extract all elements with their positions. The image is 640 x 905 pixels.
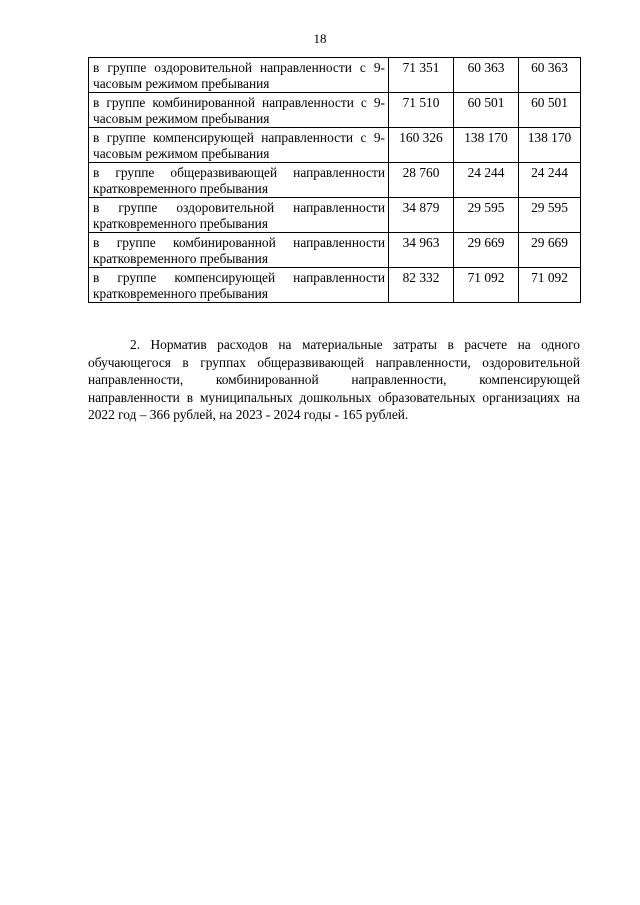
row-description: в группе компенсирующей направленности с 9-часовым режимом пребывания [89,128,389,163]
value-cell: 60 501 [519,93,581,128]
row-description: в группе оздоровительной направленности с 9-часовым режимом пребывания [89,58,389,93]
value-cell: 34 963 [389,233,454,268]
value-cell: 24 244 [519,163,581,198]
norms-table [88,57,581,303]
row-description: в группе комбинированной направленности с 9-часовым режимом пребывания [89,93,389,128]
value-cell: 24 244 [454,163,519,198]
value-cell: 29 669 [454,233,519,268]
table-row [89,128,581,163]
table-row [89,268,581,303]
value-cell: 60 363 [519,58,581,93]
value-cell: 138 170 [519,128,581,163]
value-cell: 160 326 [389,128,454,163]
value-cell: 34 879 [389,198,454,233]
value-cell: 71 351 [389,58,454,93]
value-cell: 138 170 [454,128,519,163]
value-cell: 28 760 [389,163,454,198]
page-number: 18 [313,31,327,46]
table-row [89,233,581,268]
value-cell: 60 501 [454,93,519,128]
table-row [89,163,581,198]
value-cell: 71 092 [454,268,519,303]
row-description: в группе общеразвивающей направленности кратковременного пребывания [89,163,389,198]
row-description: в группе компенсирующей направленности кратковременного пребывания [89,268,389,303]
value-cell: 29 595 [454,198,519,233]
table-row [89,198,581,233]
expense-norm-paragraph: 2. Норматив расходов на материальные затраты в расчете на одного обучающегося в группах общеразвивающей направленности, оздоровительной направленности, комбинированной направленности, компенсирующей направленности в муниципальных дошкольных образовательных организациях на 2022 год – 366 рублей, на 2023 - 2024 годы - 165 рублей. [88,337,580,422]
value-cell: 71 092 [519,268,581,303]
value-cell: 82 332 [389,268,454,303]
table-row [89,58,581,93]
value-cell: 29 595 [519,198,581,233]
value-cell: 29 669 [519,233,581,268]
row-description: в группе комбинированной направленности кратковременного пребывания [89,233,389,268]
value-cell: 71 510 [389,93,454,128]
row-description: в группе оздоровительной направленности кратковременного пребывания [89,198,389,233]
value-cell: 60 363 [454,58,519,93]
table-row [89,93,581,128]
